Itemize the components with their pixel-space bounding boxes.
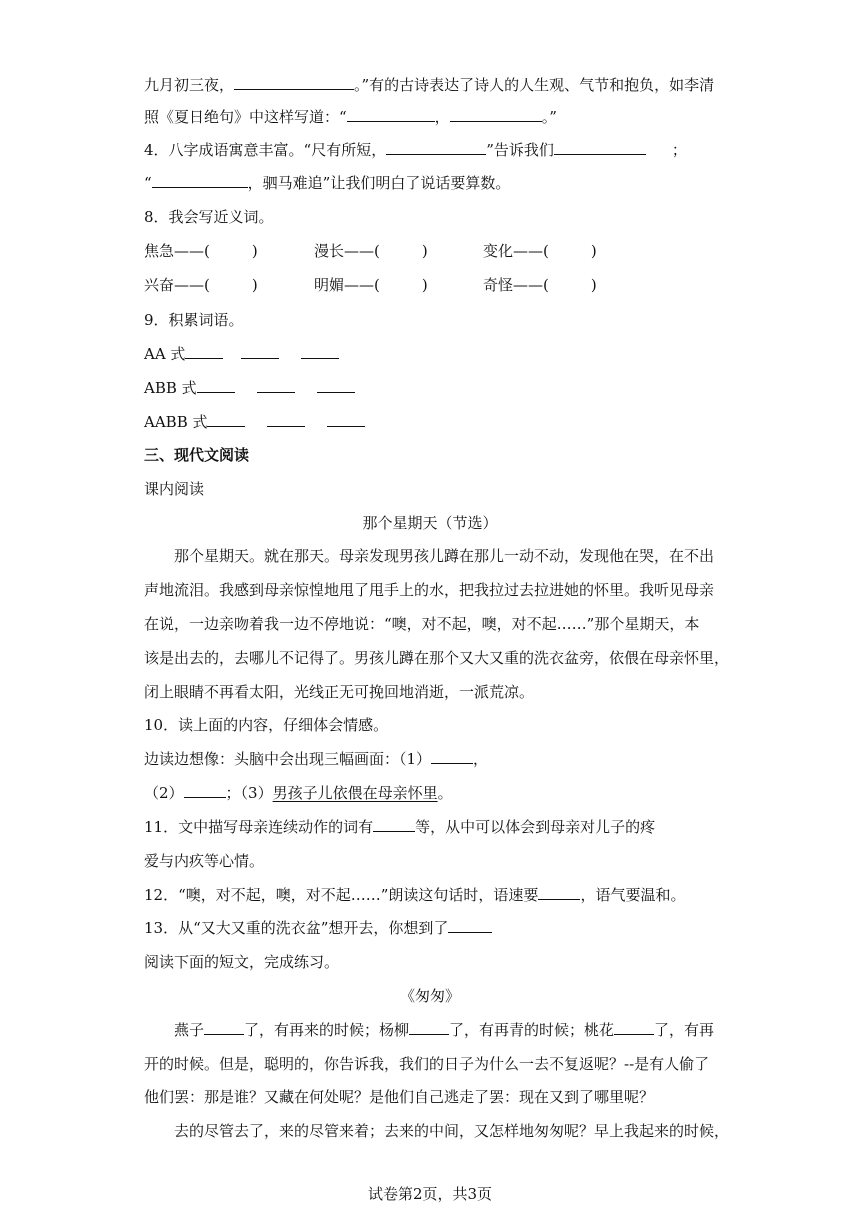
text: 。” <box>541 108 557 126</box>
answer-blank[interactable] <box>614 1020 654 1035</box>
text: ) <box>421 242 428 260</box>
text: 等，从中可以体会到母亲对儿子的疼 <box>415 818 656 836</box>
text: “ <box>144 174 152 192</box>
answer-blank[interactable] <box>373 817 415 832</box>
answer-blank[interactable] <box>241 344 279 359</box>
text: 九月初三夜， <box>144 76 235 94</box>
answer-blank[interactable] <box>301 344 339 359</box>
passage-title: 那个星期天（节选） <box>362 514 498 532</box>
answer-blank[interactable] <box>431 749 473 764</box>
question-10-title: 10．读上面的内容，仔细体会情感。 <box>144 716 389 734</box>
synonym-item-4 <box>144 275 258 295</box>
text: ， <box>473 750 489 768</box>
text: AABB 式 <box>144 413 208 431</box>
text: ；（3） <box>225 784 273 802</box>
text: ) <box>251 242 258 260</box>
text: ) <box>590 276 597 294</box>
answer-blank[interactable] <box>317 378 355 393</box>
text: ABB 式 <box>144 379 197 397</box>
answer-blank[interactable] <box>267 412 305 427</box>
answer-blank[interactable] <box>207 412 245 427</box>
text: ， <box>434 108 450 126</box>
answer-blank[interactable] <box>538 885 580 900</box>
passage-2-line: 去的尽管去了，来的尽管来着；去来的中间，又怎样地匆匆呢？早上我起来的时候， <box>174 1122 730 1140</box>
text: 漫长——( <box>314 242 380 260</box>
text: 了，有再 <box>654 1021 715 1039</box>
passage-2-title: 《匆匆》 <box>399 987 460 1005</box>
passage-line: 闭上眼睛不再看太阳，光线正无可挽回地消逝，一派荒凉。 <box>144 683 535 701</box>
text: ，语气要温和。 <box>580 886 686 904</box>
answer-blank[interactable] <box>185 344 223 359</box>
text: 焦急——( <box>144 242 210 260</box>
answer-blank[interactable] <box>409 1020 449 1035</box>
answer-blank[interactable] <box>554 140 646 155</box>
text: ) <box>421 276 428 294</box>
aa-pattern-line <box>144 344 339 364</box>
text: 边读边想像：头脑中会出现三幅画面：（1） <box>144 750 432 768</box>
question-11-line-2: 爱与内疚等心情。 <box>144 852 265 870</box>
text: ； <box>671 141 687 159</box>
answer-blank[interactable] <box>197 378 235 393</box>
answer-blank[interactable] <box>257 378 295 393</box>
question-10-line-2 <box>144 783 453 803</box>
page-footer: 试卷第2页，共3页 <box>367 1185 493 1203</box>
aabb-pattern-line <box>144 412 365 432</box>
text: 照《夏日绝句》中这样写道：“ <box>144 108 347 126</box>
passage-line: 在说，一边亲吻着我一边不停地说：“噢，对不起，噢，对不起……”那个星期天，本 <box>144 615 700 633</box>
text: 变化——( <box>483 242 549 260</box>
passage-2-line <box>144 1020 720 1040</box>
answer-blank[interactable] <box>184 783 226 798</box>
text: 13．从“又大又重的洗衣盆”想开去，你想到了 <box>144 919 449 937</box>
answer-blank[interactable] <box>347 107 435 122</box>
question-4-line-1 <box>144 140 687 160</box>
passage-line: 声地流泪。我感到母亲惊惶地甩了甩手上的水，把我拉过去拉进她的怀里。我听见母亲 <box>144 581 715 599</box>
answer-blank[interactable] <box>386 140 486 155</box>
text: 奇怪——( <box>483 276 549 294</box>
poem-question-line-2 <box>144 107 557 127</box>
answer-blank[interactable] <box>204 1020 244 1035</box>
text: ) <box>590 242 597 260</box>
text: 11．文中描写母亲连续动作的词有 <box>144 818 374 836</box>
section-heading: 三、现代文阅读 <box>144 446 250 464</box>
section-subheading: 课内阅读 <box>144 480 205 498</box>
text: 12．“噢，对不起，噢，对不起……”朗读这句话时，语速要 <box>144 886 539 904</box>
passage-line: 该是出去的，去哪儿不记得了。男孩儿蹲在那个又大又重的洗衣盆旁，依偎在母亲怀里， <box>144 649 730 667</box>
answer-blank[interactable] <box>450 107 542 122</box>
text: 兴奋——( <box>144 276 210 294</box>
text: 。 <box>437 784 453 802</box>
text: 4．八字成语寓意丰富。“尺有所短， <box>144 141 387 159</box>
answer-blank[interactable] <box>152 173 248 188</box>
question-11-line-1 <box>144 817 655 837</box>
text: 。”有的古诗表达了诗人的人生观、气节和抱负，如李清 <box>354 76 715 94</box>
synonym-item-5 <box>314 275 428 295</box>
text: 了，有再青的时候；桃花 <box>449 1021 615 1039</box>
answer-blank[interactable] <box>448 918 492 933</box>
passage-2-line: 他们罢：那是谁？又藏在何处呢？是他们自己逃走了罢：现在又到了哪里呢？ <box>144 1088 655 1106</box>
poem-question-line-1 <box>144 75 714 95</box>
question-9-title: 9．积累词语。 <box>144 311 244 329</box>
answer-blank[interactable] <box>234 75 354 90</box>
abb-pattern-line <box>144 378 355 398</box>
text: 燕子 <box>174 1021 205 1039</box>
synonym-item-1 <box>144 241 258 261</box>
text: AA 式 <box>144 345 186 363</box>
underlined-answer: 男孩子儿依偎在母亲怀里 <box>272 784 438 802</box>
text: ) <box>251 276 258 294</box>
question-10-line-1 <box>144 749 488 769</box>
passage-line: 那个星期天。就在那天。母亲发现男孩儿蹲在那儿一动不动，发现他在哭，在不出 <box>174 547 715 565</box>
synonym-item-2 <box>314 241 428 261</box>
text: ”告诉我们 <box>486 141 554 159</box>
question-4-line-2 <box>144 173 510 193</box>
answer-blank[interactable] <box>327 412 365 427</box>
text: ，驷马难追”让我们明白了说话要算数。 <box>247 174 511 192</box>
text: 明媚——( <box>314 276 380 294</box>
synonym-item-3 <box>483 241 597 261</box>
text: （2） <box>144 784 184 802</box>
question-12-line <box>144 885 685 905</box>
passage-2-line: 开的时候。但是，聪明的，你告诉我，我们的日子为什么一去不复返呢？--是有人偷了 <box>144 1055 710 1073</box>
reading-instruction: 阅读下面的短文，完成练习。 <box>144 953 340 971</box>
text: 了，有再来的时候；杨柳 <box>244 1021 410 1039</box>
question-8-title: 8．我会写近义词。 <box>144 208 274 226</box>
question-13-line <box>144 918 492 938</box>
synonym-item-6 <box>483 275 597 295</box>
